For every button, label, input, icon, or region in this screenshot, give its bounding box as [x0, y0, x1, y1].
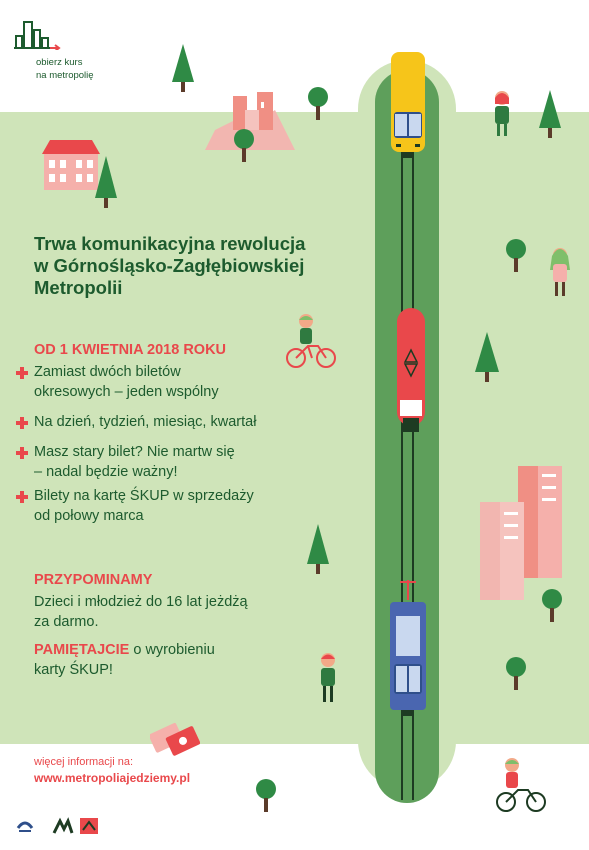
spruce-tree-icon	[306, 524, 330, 574]
round-tree-icon	[254, 778, 278, 812]
headline	[34, 233, 354, 299]
spruce-tree-icon	[94, 156, 118, 208]
card-note-emphasis: PAMIĘTAJCIE	[34, 642, 130, 658]
card-note-line1	[34, 640, 215, 660]
brand-tagline-line1: obierz kurs	[36, 57, 83, 68]
person-illustration-icon	[548, 246, 572, 298]
bullet-3-line1: Masz stary bilet? Nie martw się	[34, 444, 235, 460]
bullet-1-line2: okresowych – jeden wspólny	[34, 384, 219, 400]
bullet-3	[34, 442, 235, 482]
reminder-line1: Dzieci i młodzież do 16 lat jeżdżą	[34, 594, 248, 610]
bullet-2-line1: Na dzień, tydzień, miesiąc, kwartał	[34, 414, 257, 430]
spruce-tree-icon	[474, 332, 500, 382]
ticket-card-illustration-icon	[150, 716, 200, 760]
manor-house-illustration-icon	[42, 140, 100, 190]
person-illustration-icon	[316, 650, 340, 704]
round-tree-icon	[504, 238, 528, 272]
bullet-1-line1: Zamiast dwóch biletów	[34, 364, 181, 380]
card-note	[34, 640, 215, 680]
brand-tagline	[36, 56, 94, 82]
round-tree-icon	[504, 656, 528, 690]
headline-line2: w Górnośląsko-Zagłębiowskiej	[34, 255, 305, 276]
bullet-4-line2: od połowy marca	[34, 508, 144, 524]
spruce-tree-icon	[170, 44, 196, 92]
date-heading: OD 1 KWIETNIA 2018 ROKU	[34, 342, 227, 358]
city-skyline-logo-icon	[14, 16, 62, 50]
footer-info-label: więcej informacji na:	[34, 756, 134, 768]
cyclist-illustration-icon	[286, 312, 336, 370]
partner-logo-2-icon	[52, 817, 74, 835]
red-train-icon	[397, 308, 425, 436]
blue-tram-icon	[388, 580, 428, 716]
reminder-heading: PRZYPOMINAMY	[34, 572, 153, 588]
bullet-4-line1: Bilety na kartę ŚKUP w sprzedaży	[34, 488, 254, 504]
plus-bullet-icon	[16, 417, 28, 429]
reminder-text	[34, 592, 248, 632]
plus-bullet-icon	[16, 447, 28, 459]
cyclist-illustration-icon	[496, 756, 548, 814]
headline-line1: Trwa komunikacyjna rewolucja	[34, 233, 306, 254]
bullet-1	[34, 362, 219, 402]
card-note-line2: karty ŚKUP!	[34, 662, 113, 678]
yellow-tram-icon	[390, 52, 426, 160]
plus-bullet-icon	[16, 491, 28, 503]
card-note-rest: o wyrobieniu	[129, 642, 215, 658]
plus-bullet-icon	[16, 367, 28, 379]
person-illustration-icon	[490, 90, 514, 138]
bullet-4	[34, 486, 254, 526]
partner-logo-1-icon	[16, 818, 34, 834]
footer-url[interactable]: www.metropoliajedziemy.pl	[34, 771, 191, 785]
brand-tagline-line2: na metropolię	[36, 70, 94, 81]
apartment-blocks-illustration-icon	[480, 466, 566, 602]
partner-logo-3-icon	[80, 818, 98, 834]
headline-line3: Metropolii	[34, 277, 123, 298]
reminder-line2: za darmo.	[34, 614, 99, 630]
round-tree-icon	[232, 128, 256, 162]
bullet-2	[34, 412, 256, 432]
spruce-tree-icon	[538, 90, 562, 138]
bullet-3-line2: – nadal będzie ważny!	[34, 464, 178, 480]
round-tree-icon	[540, 588, 564, 622]
round-tree-icon	[306, 86, 330, 120]
